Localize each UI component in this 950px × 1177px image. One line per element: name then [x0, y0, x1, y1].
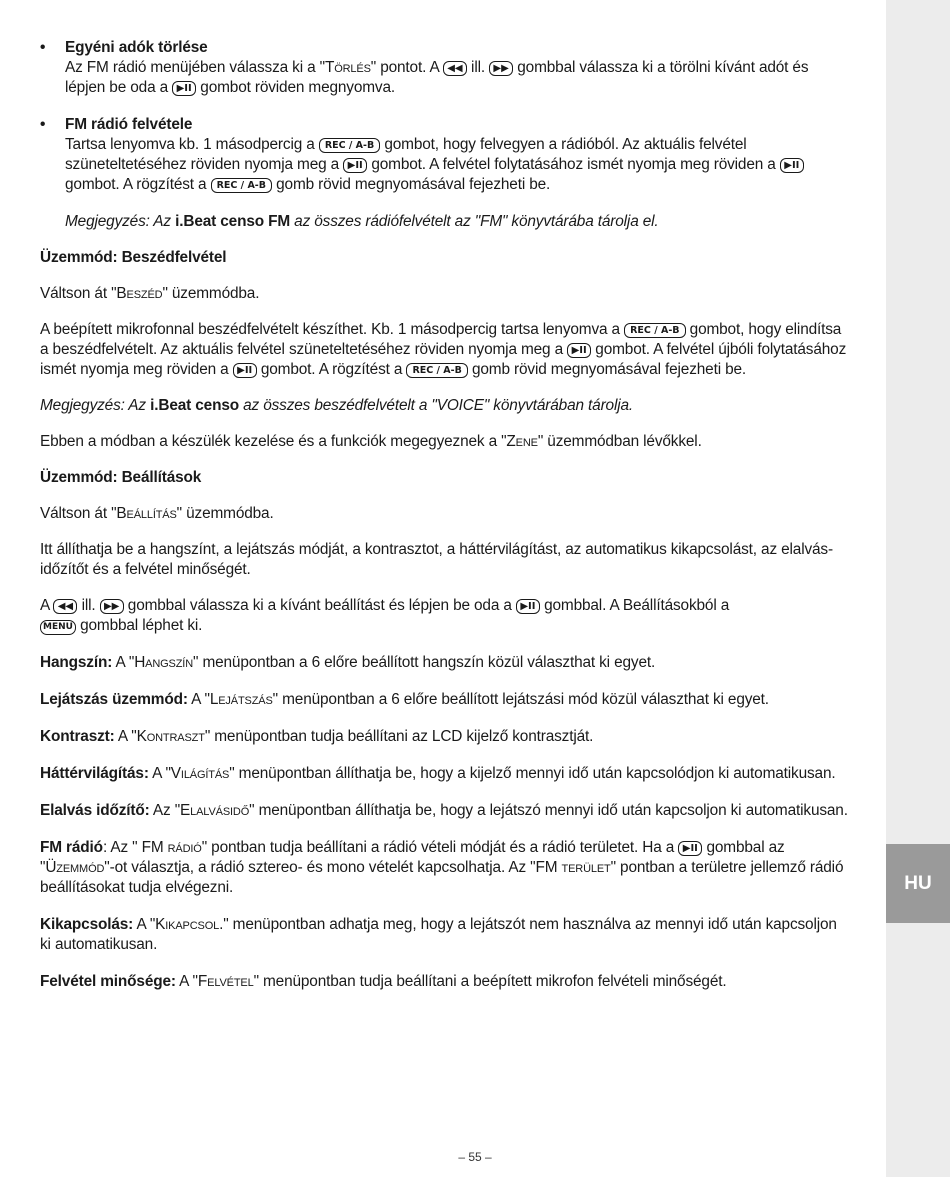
text: ill.	[471, 59, 485, 76]
play-pause-key-icon: ▶II	[516, 599, 540, 614]
rec-ab-key-icon: REC / A-B	[211, 178, 272, 193]
text: " menüpontban a 6 előre beállított hangszín közül választhat ki egyet.	[193, 654, 656, 671]
menu-term: Üzemmód	[45, 859, 105, 876]
item-label: Hangszín:	[40, 654, 113, 671]
text: gombot. A felvétel újbóli folytatásához ismét nyomja meg röviden a	[40, 341, 847, 378]
text: gombot röviden megnyomva.	[200, 79, 396, 96]
next-key-icon: ▶▶	[489, 61, 513, 76]
text: " menüpontban a 6 előre beállított lejátszási mód közül választhat ki egyet.	[272, 691, 769, 708]
item-kontraszt	[40, 727, 850, 747]
voice-mode-note	[40, 396, 850, 416]
play-pause-key-icon: ▶II	[343, 158, 367, 173]
text: Megjegyzés: Az	[65, 213, 171, 230]
play-pause-key-icon: ▶II	[567, 343, 591, 358]
text: A "	[117, 728, 137, 745]
right-margin-strip	[886, 0, 950, 1177]
text: ill.	[81, 597, 96, 614]
text: " menüpontban tudja beállítani az LCD kijelző kontrasztját.	[204, 728, 594, 745]
brand-name: i.Beat censo FM	[175, 213, 291, 230]
item-lejatszas	[40, 690, 850, 710]
rec-ab-key-icon: REC / A-B	[624, 323, 685, 338]
menu-term-beallitas: Beállítás	[116, 505, 177, 522]
bullet-marker: •	[40, 116, 46, 133]
next-key-icon: ▶▶	[100, 599, 124, 614]
page-number: – 55 –	[458, 1150, 492, 1164]
text: A "	[179, 973, 198, 990]
item-label: Kontraszt:	[40, 728, 115, 745]
text: gomb rövid megnyomásával fejezheti be.	[471, 361, 747, 378]
text: " menüpontban tudja beállítani a beépített mikrofon felvételi minőségét.	[253, 973, 727, 990]
prev-key-icon: ◀◀	[53, 599, 77, 614]
text: A "	[152, 765, 171, 782]
text: " üzemmódba.	[162, 285, 260, 302]
fm-recording-note	[40, 212, 850, 232]
brand-name: i.Beat censo	[150, 397, 239, 414]
menu-term: Hangszín	[134, 654, 193, 671]
item-label: Kikapcsolás:	[40, 916, 134, 933]
menu-term-zene: Zene	[506, 433, 538, 450]
voice-mode-same-as-music	[40, 432, 850, 452]
text: gombbal válassza ki a törölni kívánt adót és lépjen be oda a	[65, 59, 809, 96]
delete-stations-heading: Egyéni adók törlése	[65, 39, 208, 56]
play-pause-key-icon: ▶II	[780, 158, 804, 173]
text: "-ot választja, a rádió sztereo- és mono vételét kapcsolhatja. Az "FM	[104, 859, 562, 876]
menu-term: Elalvásidő	[180, 802, 250, 819]
text: " pontban a területre jellemző rádió beállításokat tudja elvégezni.	[40, 859, 844, 896]
text: " menüpontban állíthatja be, hogy a kijelző mennyi idő után kapcsolódjon ki automatikusan.	[229, 765, 836, 782]
text: gomb rövid megnyomásával fejezheti be.	[276, 176, 551, 193]
menu-term-beszed: Beszéd	[116, 285, 163, 302]
text: gombot. A felvétel folytatásához ismét nyomja meg röviden a	[371, 156, 776, 173]
item-label: Lejátszás üzemmód:	[40, 691, 188, 708]
rec-ab-key-icon: REC / A-B	[319, 138, 380, 153]
delete-stations-section	[40, 38, 850, 98]
item-label: Felvétel minősége:	[40, 973, 176, 990]
menu-term: Világítás	[170, 765, 230, 782]
text: gombot, hogy felvegyen a rádióból. Az aktuális felvétel szüneteltetéséhez röviden nyomja meg a	[65, 136, 747, 173]
play-pause-key-icon: ▶II	[172, 81, 196, 96]
text: gombot. A rögzítést a	[260, 361, 403, 378]
rec-ab-key-icon: REC / A-B	[406, 363, 467, 378]
voice-mode-switch	[40, 284, 850, 304]
fm-recording-heading: FM rádió felvétele	[65, 116, 193, 133]
bullet-marker: •	[40, 39, 46, 56]
text: " menüpontban adhatja meg, hogy a lejátszót nem használva az mennyi idő után kapcsoljon ki automatikusan.	[40, 916, 837, 953]
text: gombot, hogy elindítsa a beszédfelvételt. Az aktuális felvétel szüneteltetéséhez röviden nyomja meg a	[40, 321, 842, 358]
text: A beépített mikrofonnal beszédfelvételt készíthet. Kb. 1 másodpercig tartsa lenyomva a	[40, 321, 620, 338]
text: gombot. A rögzítést a	[65, 176, 207, 193]
text: Ebben a módban a készülék kezelése és a funkciók megegyeznek a "	[40, 433, 507, 450]
text: A "	[136, 916, 156, 933]
settings-mode-heading: Üzemmód: Beállítások	[40, 469, 202, 486]
item-fm-radio	[40, 838, 850, 898]
text: Az FM rádió menüjében válassza ki a "	[65, 59, 325, 76]
text: gombbal az "	[40, 839, 785, 876]
text: Váltson át "	[40, 505, 117, 522]
text: " pontot. A	[370, 59, 439, 76]
item-label: Elalvás időzítő:	[40, 802, 150, 819]
menu-term: Felvétel	[197, 973, 254, 990]
item-felvetel-minosege	[40, 972, 850, 992]
language-tab-label: HU	[904, 872, 932, 894]
item-kikapcsolas	[40, 915, 850, 955]
text: : Az " FM	[102, 839, 168, 856]
menu-term: Lejátszás	[209, 691, 273, 708]
text: " pontban tudja beállítani a rádió vételi módját és a rádió területet. Ha a	[201, 839, 675, 856]
item-hattervilagitas	[40, 764, 850, 784]
settings-intro: Itt állíthatja be a hangszínt, a lejátszás módját, a kontrasztot, a háttérvilágítást, az automatikus kikapcsolást, az elalvás-időzítőt és a felvétel minőségét.	[40, 541, 833, 578]
menu-term: rádió	[167, 839, 202, 856]
text: Tartsa lenyomva kb. 1 másodpercig a	[65, 136, 315, 153]
play-pause-key-icon: ▶II	[233, 363, 257, 378]
prev-key-icon: ◀◀	[443, 61, 467, 76]
settings-navigation	[40, 596, 850, 636]
text: Az "	[152, 802, 181, 819]
text: Megjegyzés: Az	[40, 397, 146, 414]
menu-term-torles: Törlés	[324, 59, 371, 76]
text: " menüpontban állíthatja be, hogy a lejátszó mennyi idő után kapcsoljon ki automatikusan.	[249, 802, 848, 819]
page-content	[40, 38, 850, 992]
text: gombbal. A Beállításokból a	[544, 597, 730, 614]
text: " üzemmódban lévőkkel.	[537, 433, 702, 450]
text: A "	[115, 654, 135, 671]
menu-term: terület	[561, 859, 611, 876]
item-label: Háttérvilágítás:	[40, 765, 149, 782]
text: gombbal válassza ki a kívánt beállítást és lépjen be oda a	[127, 597, 512, 614]
voice-mode-instructions	[40, 320, 850, 380]
voice-mode-heading: Üzemmód: Beszédfelvétel	[40, 249, 227, 266]
menu-key-icon: MENU	[40, 620, 76, 635]
item-label: FM rádió	[40, 839, 103, 856]
menu-term: Kontraszt	[136, 728, 205, 745]
fm-recording-section	[40, 115, 850, 195]
text: " üzemmódba.	[176, 505, 274, 522]
play-pause-key-icon: ▶II	[678, 841, 702, 856]
text: az összes beszédfelvételt a "VOICE" könyvtárában tárolja.	[243, 397, 634, 414]
text: A	[40, 597, 50, 614]
language-tab	[886, 844, 950, 923]
text: gombbal léphet ki.	[80, 617, 203, 634]
text: A "	[191, 691, 210, 708]
settings-mode-switch	[40, 504, 850, 524]
text: az összes rádiófelvételt az "FM" könyvtárába tárolja el.	[294, 213, 659, 230]
item-hangszin	[40, 653, 850, 673]
menu-term: Kikapcsol.	[155, 916, 224, 933]
item-elalvas	[40, 801, 850, 821]
text: Váltson át "	[40, 285, 117, 302]
